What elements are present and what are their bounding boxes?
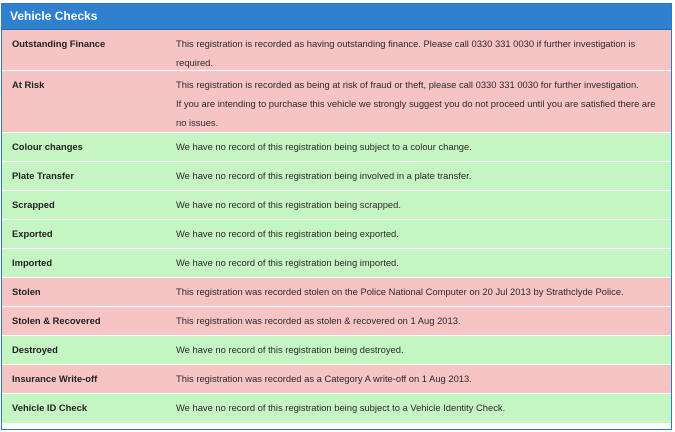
- check-row-imported: [2, 249, 671, 278]
- check-row-at-risk: [2, 71, 671, 133]
- check-row-vehicle-id-check: [2, 394, 671, 423]
- check-label: Outstanding Finance: [12, 38, 106, 49]
- check-label: Vehicle ID Check: [12, 402, 88, 413]
- check-result-line: no issues.: [176, 117, 219, 128]
- vehicle-checks-panel: [1, 3, 672, 430]
- check-row-scrapped: [2, 191, 671, 220]
- check-row-insurance-write-off: [2, 365, 671, 394]
- check-label: Destroyed: [12, 344, 58, 355]
- check-row-exported: [2, 220, 671, 249]
- check-result: We have no record of this registration being destroyed.: [176, 344, 404, 355]
- check-result: [167, 30, 671, 70]
- check-label: Stolen & Recovered: [12, 315, 101, 326]
- check-result-line: If you are intending to purchase this vehicle we strongly suggest you do not proceed until you are satisfied there are: [176, 98, 656, 109]
- check-label: Exported: [12, 228, 53, 239]
- check-result: [167, 71, 671, 132]
- check-result: We have no record of this registration being exported.: [176, 228, 399, 239]
- check-result: This registration was recorded as stolen & recovered on 1 Aug 2013.: [176, 315, 461, 326]
- check-row-outstanding-finance: [2, 30, 671, 71]
- check-result: We have no record of this registration being scrapped.: [176, 199, 401, 210]
- check-result-line: This registration is recorded as being at risk of fraud or theft, please call 0330 331 0030 for further investigation.: [176, 79, 639, 90]
- check-row-destroyed: [2, 336, 671, 365]
- checks-table: [2, 30, 671, 423]
- check-result: We have no record of this registration being subject to a colour change.: [176, 141, 472, 152]
- check-row-stolen: [2, 278, 671, 307]
- check-label: Plate Transfer: [12, 170, 75, 181]
- check-row-stolen-recovered: [2, 307, 671, 336]
- check-row-colour-changes: [2, 133, 671, 162]
- check-label: Colour changes: [12, 141, 83, 152]
- check-result: This registration was recorded as a Category A write-off on 1 Aug 2013.: [176, 373, 472, 384]
- check-result: This registration was recorded stolen on the Police National Computer on 20 Jul 2013 by Strathclyde Police.: [176, 286, 624, 297]
- check-result: We have no record of this registration being involved in a plate transfer.: [176, 170, 472, 181]
- check-label: Imported: [12, 257, 53, 268]
- check-result-line: required.: [176, 57, 214, 68]
- panel-title: Vehicle Checks: [2, 4, 671, 30]
- check-row-plate-transfer: [2, 162, 671, 191]
- check-result-line: This registration is recorded as having outstanding finance. Please call 0330 331 0030 if further investigation is: [176, 38, 636, 49]
- check-label: Insurance Write-off: [12, 373, 98, 384]
- check-result: We have no record of this registration being subject to a Vehicle Identity Check.: [176, 402, 506, 413]
- check-result: We have no record of this registration being imported.: [176, 257, 399, 268]
- check-label: Stolen: [12, 286, 41, 297]
- check-label: At Risk: [12, 79, 45, 90]
- check-label: Scrapped: [12, 199, 55, 210]
